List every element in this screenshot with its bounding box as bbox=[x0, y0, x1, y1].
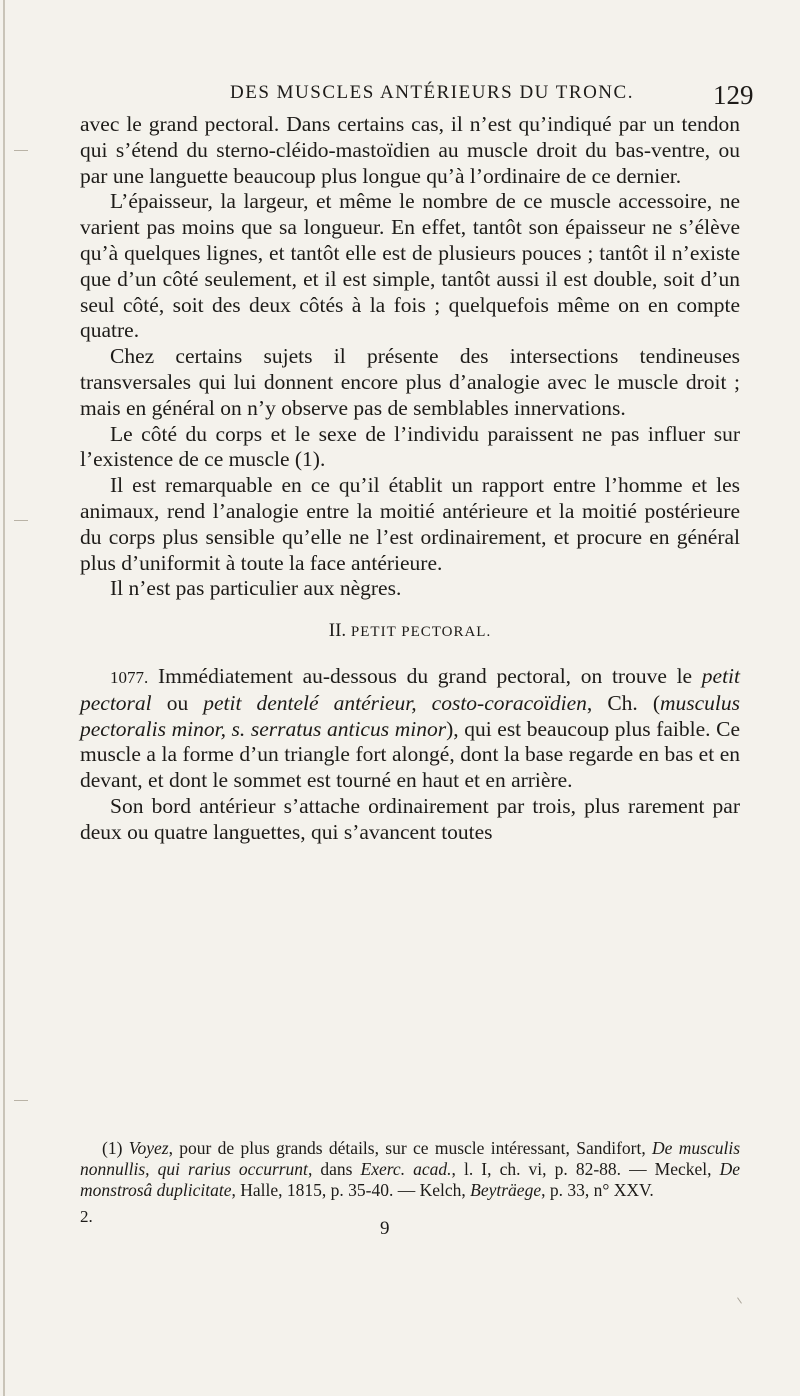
paragraph: Son bord antérieur s’attache ordinairement par trois, plus rarement par deux ou quatre languettes, qui s’avancent toutes bbox=[80, 793, 740, 844]
sheet-number: 9 bbox=[380, 1218, 390, 1239]
edge-mark bbox=[14, 520, 28, 521]
paragraph: Le côté du corps et le sexe de l’individu paraissent ne pas influer sur l’existence de ce muscle (1). bbox=[80, 421, 740, 472]
paragraph: Chez certains sujets il présente des intersections tendineuses transversales qui lui donnent encore plus d’analogie avec le muscle droit ; mais en général on n’y observe pas de semblables innervations. bbox=[80, 344, 740, 420]
footnote-marker: (1) bbox=[102, 1138, 129, 1158]
latin-name: musculus pectoralis minor, s. serratus anticus minor bbox=[80, 690, 741, 741]
work-title: De monstrosâ duplicitate bbox=[80, 1159, 741, 1200]
binding-shadow bbox=[3, 0, 5, 1396]
paragraph: Il est remarquable en ce qu’il établit un rapport entre l’homme et les animaux, rend l’analogie entre la moitié antérieure et la moitié postérieure du corps plus sensible qu’elle ne l’est ordinairement, et procure en général plus d’uniformit à toute la face antérieure. bbox=[80, 473, 740, 575]
text-run: , p. 33, n° XXV. bbox=[541, 1180, 654, 1200]
work-title: Exerc. acad. bbox=[360, 1159, 452, 1179]
text-run: Immédiatement au-dessous du grand pectoral, on trouve le bbox=[157, 663, 702, 688]
work-title: Beyträege bbox=[470, 1180, 542, 1200]
paragraph: Il n’est pas particulier aux nègres. bbox=[110, 576, 402, 601]
work-title: De musculis nonnullis, qui rarius occurrunt bbox=[80, 1138, 741, 1179]
text-run: ou bbox=[151, 690, 204, 715]
paragraph-number: 1077. bbox=[110, 667, 149, 687]
paragraph: avec le grand pectoral. Dans certains cas, il n’est qu’indiqué par un tendon qui s’étend du sterno-cléido-mastoïdien au muscle droit du bas-ventre, ou par une languette beaucoup plus longue qu’à l’ordinaire de ce dernier. bbox=[80, 112, 740, 188]
italic-term: Voyez bbox=[128, 1138, 169, 1158]
text-run: , pour de plus grands détails, sur ce muscle intéressant, Sandifort, bbox=[168, 1138, 653, 1158]
italic-term: petit dentelé antérieur, costo-coracoïdien bbox=[203, 690, 587, 715]
pencil-tick bbox=[737, 1297, 742, 1303]
main-text bbox=[80, 112, 740, 846]
section-title: PETIT PECTORAL. bbox=[350, 624, 492, 641]
italic-term: petit pectoral bbox=[80, 663, 740, 715]
section-number: II. bbox=[328, 620, 347, 642]
text-run: ), qui est beaucoup plus faible. Ce muscle a la forme d’un triangle fort alongé, dont la base regarde en bas et en devant, et dont le sommet est tourné en haut et en arrière. bbox=[80, 716, 740, 793]
edge-mark bbox=[14, 1100, 28, 1101]
page-number: 129 bbox=[713, 80, 754, 110]
text-run: , Halle, 1815, p. 35-40. — Kelch, bbox=[231, 1180, 471, 1200]
signature-mark: 2. bbox=[80, 1207, 93, 1226]
edge-mark bbox=[14, 150, 28, 151]
paragraph: L’épaisseur, la largeur, et même le nombre de ce muscle accessoire, ne varient pas moins que sa longueur. En effet, tantôt son épaisseur ne s’élève qu’à quelques lignes, et tantôt elle est de plusieurs pouces ; tantôt il n’existe que d’un côté seulement, et il est simple, tantôt aussi il est double, soit d’un seul côté, soit des deux côtés à la fois ; quelquefois même on en compte quatre. bbox=[80, 189, 740, 343]
text-run: , Ch. ( bbox=[586, 690, 660, 715]
section-heading bbox=[80, 618, 740, 646]
running-title: DES MUSCLES ANTÉRIEURS DU TRONC. bbox=[230, 82, 634, 103]
paragraph-1077 bbox=[80, 664, 740, 794]
footnote-text bbox=[80, 1138, 740, 1201]
text-run: , l. I, ch. vi, p. 82-88. — Meckel, bbox=[451, 1159, 720, 1179]
text-run: , dans bbox=[307, 1159, 361, 1179]
footnote bbox=[80, 1138, 740, 1201]
